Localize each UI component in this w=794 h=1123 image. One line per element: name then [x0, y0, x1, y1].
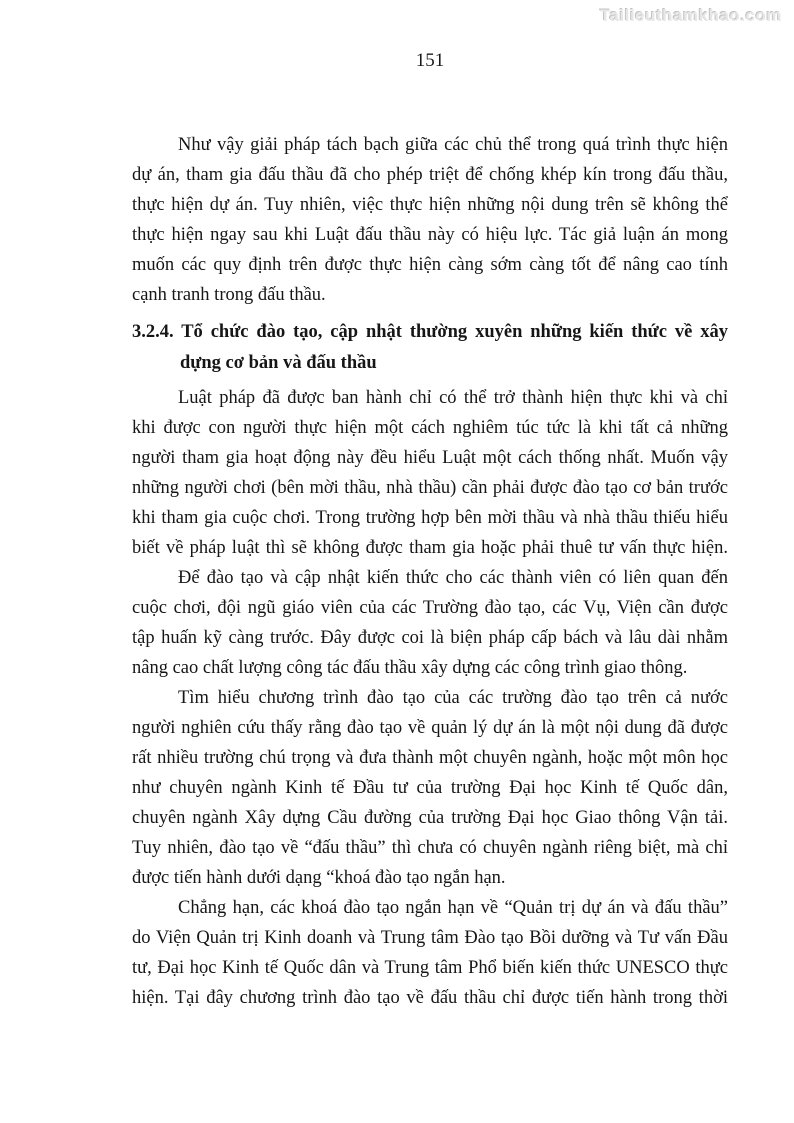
- watermark-text: Tailieuthamkhao.com: [599, 6, 782, 25]
- text-line: dự án, tham gia đấu thầu đã cho phép triệt để chống khép kín trong đấu thầu,: [132, 165, 728, 185]
- text-line: Tìm hiểu chương trình đào tạo của các trường đào tạo trên cả nước: [178, 688, 728, 708]
- text-line: chuyên ngành Xây dựng Cầu đường của trường Đại học Giao thông Vận tải.: [132, 808, 728, 828]
- text-line: muốn các quy định trên được thực hiện càng sớm càng tốt để nâng cao tính: [132, 255, 728, 275]
- text-line: rất nhiều trường chú trọng và đưa thành một chuyên ngành, hoặc một môn học: [132, 748, 728, 768]
- text-line: Chẳng hạn, các khoá đào tạo ngắn hạn về “Quản trị dự án và đấu thầu”: [178, 898, 728, 918]
- text-line: thực hiện ngay sau khi Luật đấu thầu này có hiệu lực. Tác giả luận án mong: [132, 225, 728, 245]
- paragraph: [132, 563, 728, 683]
- text-line: Luật pháp đã được ban hành chỉ có thể trở thành hiện thực khi và chỉ: [178, 388, 728, 408]
- text-line: Tuy nhiên, đào tạo về “đấu thầu” thì chưa có chuyên ngành riêng biệt, mà chỉ: [132, 838, 728, 858]
- text-line: 3.2.4. Tổ chức đào tạo, cập nhật thường xuyên những kiến thức về xây: [132, 322, 728, 342]
- text-line: khi tham gia cuộc chơi. Trong trường hợp bên mời thầu và nhà thầu thiếu hiểu: [132, 508, 728, 528]
- paragraph: [132, 683, 728, 893]
- text-line: người tham gia hoạt động này đều hiểu Luật một cách thống nhất. Muốn vậy: [132, 448, 728, 468]
- document-body: [132, 130, 728, 1013]
- section-heading: [132, 317, 728, 379]
- text-line: như chuyên ngành Kinh tế Đầu tư của trường Đại học Kinh tế Quốc dân,: [132, 778, 728, 798]
- text-line: tư, Đại học Kinh tế Quốc dân và Trung tâm Phổ biến kiến thức UNESCO thực: [132, 958, 728, 978]
- text-line: thực hiện dự án. Tuy nhiên, việc thực hiện những nội dung trên sẽ không thể: [132, 195, 728, 215]
- page-number: 151: [415, 50, 445, 71]
- paragraph: [132, 893, 728, 1013]
- text-line: Để đào tạo và cập nhật kiến thức cho các thành viên có liên quan đến: [178, 568, 728, 588]
- text-line: hiện. Tại đây chương trình đào tạo về đấu thầu chỉ được tiến hành trong thời: [132, 988, 728, 1008]
- text-line: tập huấn kỹ càng trước. Đây được coi là biện pháp cấp bách và lâu dài nhằm: [132, 628, 728, 648]
- paragraph: [132, 130, 728, 310]
- text-line: khi được con người thực hiện một cách nghiêm túc tức là khi tất cả những: [132, 418, 728, 438]
- text-line: do Viện Quản trị Kinh doanh và Trung tâm Đào tạo Bồi dưỡng và Tư vấn Đầu: [132, 928, 728, 948]
- text-line: dựng cơ bản và đấu thầu: [180, 353, 377, 373]
- text-line: Như vậy giải pháp tách bạch giữa các chủ thể trong quá trình thực hiện: [178, 135, 728, 155]
- text-line: cuộc chơi, đội ngũ giáo viên của các Trường đào tạo, các Vụ, Viện cần được: [132, 598, 728, 618]
- paragraph: [132, 383, 728, 563]
- text-line: người nghiên cứu thấy rằng đào tạo về quản lý dự án là một nội dung đã được: [132, 718, 728, 738]
- text-line: được tiến hành dưới dạng “khoá đào tạo ngắn hạn.: [132, 868, 506, 888]
- text-line: biết về pháp luật thì sẽ không được tham gia hoặc phải thuê tư vấn thực hiện.: [132, 538, 728, 558]
- text-line: nâng cao chất lượng công tác đấu thầu xây dựng các công trình giao thông.: [132, 658, 688, 678]
- text-line: những người chơi (bên mời thầu, nhà thầu) cần phải được đào tạo cơ bản trước: [132, 478, 728, 498]
- text-line: cạnh tranh trong đấu thầu.: [132, 285, 326, 305]
